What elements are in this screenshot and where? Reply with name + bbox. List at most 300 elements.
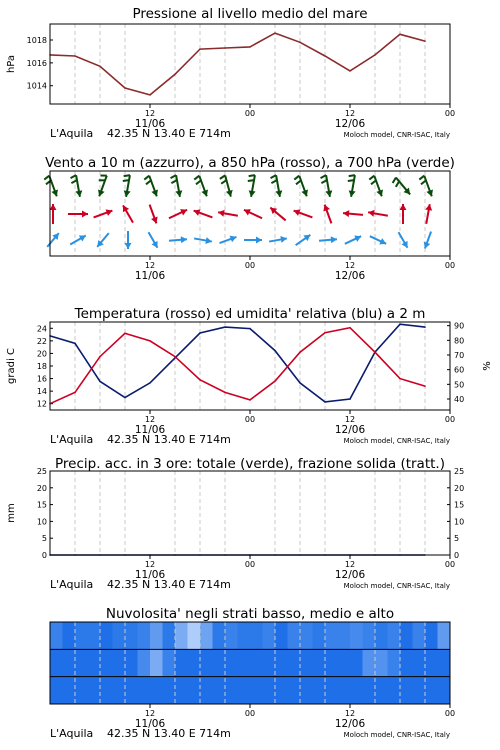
cloud-cell <box>263 649 276 676</box>
location-name: L'Aquila <box>50 127 94 140</box>
wind-1-arrow <box>194 209 213 217</box>
x-tick-label: 12 <box>344 560 356 569</box>
temperature-line-point <box>399 378 401 380</box>
cloud-cell <box>238 677 251 704</box>
cloud-cell <box>250 622 263 649</box>
cloud-cell <box>425 649 438 676</box>
y-tick-label: 40 <box>454 395 465 404</box>
wind-0-arrow-head <box>226 190 233 197</box>
humidity-line-point <box>424 326 426 328</box>
temperature-line-point <box>99 356 101 358</box>
wind-0-arrow <box>98 175 107 196</box>
cloud-cell <box>263 677 276 704</box>
cloud-cell <box>88 649 101 676</box>
y-tick-label: 90 <box>454 321 465 331</box>
cloud-cell <box>63 649 76 676</box>
wind-0-arrow-barb <box>71 175 77 178</box>
y-tick-label: 50 <box>454 380 465 390</box>
cloud-cell <box>175 677 188 704</box>
temperature-line-point <box>174 356 176 358</box>
wind-2-arrow <box>296 235 311 245</box>
y-tick-label: 0 <box>454 551 460 560</box>
wind-2-arrow <box>244 237 262 244</box>
cloud-cell <box>413 677 426 704</box>
wind-1-arrow <box>50 204 57 224</box>
wind-1-arrow-head <box>50 204 57 210</box>
cloud-cell <box>63 622 76 649</box>
date-label: 12/06 <box>334 718 366 730</box>
wind-0-arrow <box>171 175 183 197</box>
wind-1-arrow <box>270 208 285 221</box>
cloud-cell <box>188 649 201 676</box>
wind-1-arrow <box>94 209 113 217</box>
wind-2-arrow <box>345 236 361 244</box>
date-label: 12/06 <box>334 424 366 436</box>
y-tick-label: 24 <box>36 324 47 334</box>
wind-0-arrow-barb <box>294 176 299 180</box>
y-tick-label: 10 <box>36 517 47 527</box>
model-source: Moloch model, CNR-ISAC, Italy <box>343 437 450 445</box>
cloud-cell <box>175 622 188 649</box>
wind-0-arrow-barb <box>123 180 129 181</box>
cloud-cell <box>375 622 388 649</box>
temperature-line-point <box>249 399 251 401</box>
cloud-cell <box>100 649 113 676</box>
humidity-line-point <box>149 382 151 384</box>
wind-2-arrow <box>399 232 408 248</box>
pressure-line <box>50 33 425 95</box>
cloud-cell <box>113 622 126 649</box>
wind-0-arrow-barb <box>249 175 255 176</box>
x-tick-label: 12 <box>144 415 156 424</box>
cloud-cell <box>338 677 351 704</box>
cloud-cell <box>288 677 301 704</box>
cloud-cell <box>288 649 301 676</box>
x-tick-label: 00 <box>444 560 456 569</box>
pressure-line-point <box>149 94 151 96</box>
y-tick-label: 20 <box>36 483 47 493</box>
pressure-line-point <box>374 54 376 56</box>
cloud-cell <box>425 622 438 649</box>
wind-2-arrow <box>70 235 86 244</box>
y-tick-label: 20 <box>36 349 47 359</box>
wind-0-arrow-barb <box>144 176 149 180</box>
panel-wind <box>44 155 455 282</box>
cloud-cell <box>413 622 426 649</box>
panel-title: Precip. acc. in 3 ore: totale (verde), frazione solida (tratt.) <box>55 456 445 472</box>
humidity-line-point <box>74 342 76 344</box>
location-name: L'Aquila <box>50 578 94 591</box>
cloud-cell <box>75 649 88 676</box>
x-tick-label: 00 <box>244 709 256 718</box>
wind-0-arrow <box>271 175 283 197</box>
cloud-cell <box>188 622 201 649</box>
cloud-cell <box>213 622 226 649</box>
pressure-line-point <box>299 41 301 43</box>
wind-1-arrow <box>123 205 133 222</box>
cloud-cell <box>375 649 388 676</box>
y-tick-label: 0 <box>41 551 47 560</box>
y-tick-label: 25 <box>454 467 465 476</box>
wind-0-arrow-barb <box>271 175 277 178</box>
temperature-line-point <box>199 379 201 381</box>
cloud-cell <box>438 649 451 676</box>
wind-0-arrow <box>194 176 208 197</box>
wind-1-arrow-head <box>400 204 407 210</box>
x-tick-label: 00 <box>244 415 256 424</box>
panel-precip <box>6 456 464 591</box>
wind-0-arrow-barb <box>220 175 225 178</box>
cloud-cell <box>125 649 138 676</box>
wind-2-arrow <box>125 231 132 249</box>
panel-title: Vento a 10 m (azzurro), a 850 hPa (rosso), a 700 hPa (verde) <box>45 155 455 171</box>
wind-1-arrow <box>294 209 313 217</box>
cloud-cell <box>263 622 276 649</box>
temperature-line-point <box>299 351 301 353</box>
cloud-cell <box>213 649 226 676</box>
x-tick-label: 12 <box>144 109 156 118</box>
wind-0-arrow-barb <box>71 180 77 183</box>
cloud-cell <box>125 622 138 649</box>
date-label: 11/06 <box>134 270 166 282</box>
date-label: 12/06 <box>334 569 366 581</box>
cloud-cell <box>50 649 63 676</box>
wind-0-arrow <box>248 175 256 197</box>
humidity-line-point <box>199 332 201 334</box>
wind-0-arrow <box>294 176 308 197</box>
cloud-cell <box>400 649 413 676</box>
humidity-line-point <box>249 328 251 330</box>
location-coords: 42.35 N 13.40 E 714m <box>107 727 231 740</box>
wind-0-arrow-barb <box>419 176 424 180</box>
temperature-line <box>50 328 425 404</box>
x-tick-label: 12 <box>344 109 356 118</box>
wind-1-arrow-head <box>343 210 349 217</box>
wind-0-arrow-barb <box>348 180 354 181</box>
cloud-cell <box>250 649 263 676</box>
y-tick-label: 70 <box>454 351 465 360</box>
wind-1-arrow <box>150 205 158 224</box>
wind-2-arrow-head <box>331 236 337 243</box>
y-tick-label: 14 <box>36 387 47 397</box>
x-tick-label: 12 <box>144 560 156 569</box>
cloud-cell <box>225 622 238 649</box>
cloud-cell <box>88 677 101 704</box>
y-tick-label: 18 <box>36 362 47 371</box>
wind-1-arrow <box>169 209 187 218</box>
wind-2-arrow <box>194 237 212 244</box>
y-tick-label: 1018 <box>26 36 47 45</box>
cloud-cell <box>163 649 176 676</box>
panel-title: Pressione al livello medio del mare <box>132 6 368 22</box>
cloud-cell <box>138 622 151 649</box>
wind-1-arrow-head <box>82 211 88 218</box>
cloud-cell <box>100 677 113 704</box>
humidity-line <box>50 324 425 402</box>
wind-2-arrow <box>269 236 287 243</box>
temperature-line-point <box>224 392 226 394</box>
wind-2-arrow <box>220 236 237 243</box>
cloud-cell <box>200 677 213 704</box>
date-label: 11/06 <box>134 424 166 436</box>
wind-1-arrow <box>218 210 238 217</box>
wind-1-arrow <box>368 210 388 217</box>
wind-1-arrow <box>244 209 262 218</box>
wind-0-arrow-barb <box>296 180 301 184</box>
cloud-cell <box>213 677 226 704</box>
pressure-line-point <box>99 65 101 67</box>
wind-0-arrow-barb <box>396 181 399 186</box>
x-tick-label: 12 <box>344 415 356 424</box>
y-tick-label: 5 <box>454 534 460 544</box>
wind-2-arrow-head <box>181 236 187 243</box>
temperature-line-point <box>124 333 126 335</box>
date-label: 11/06 <box>134 118 166 130</box>
cloud-cell <box>75 677 88 704</box>
panel-temp <box>6 306 493 446</box>
cloud-cell <box>150 649 163 676</box>
x-tick-label: 00 <box>444 709 456 718</box>
wind-1-arrow <box>400 204 407 224</box>
cloud-cell <box>50 622 63 649</box>
wind-0-arrow-barb <box>349 175 355 176</box>
cloud-cell <box>238 622 251 649</box>
cloud-cell <box>163 622 176 649</box>
wind-2-arrow <box>149 232 158 248</box>
cloud-cell <box>63 677 76 704</box>
humidity-line-point <box>299 382 301 384</box>
x-tick-label: 12 <box>144 709 156 718</box>
wind-0-arrow-barb <box>171 175 177 178</box>
date-label: 12/06 <box>334 118 366 130</box>
cloud-cell <box>375 677 388 704</box>
cloud-cell <box>325 649 338 676</box>
cloud-cell <box>400 622 413 649</box>
humidity-line-point <box>224 326 226 328</box>
wind-1-arrow <box>425 204 432 224</box>
cloud-cell <box>438 622 451 649</box>
x-tick-label: 12 <box>344 261 356 270</box>
wind-1-arrow <box>343 210 363 217</box>
wind-0-arrow-barb <box>421 180 426 184</box>
cloud-cell <box>350 677 363 704</box>
cloud-cell <box>300 649 313 676</box>
panel-cloud <box>50 606 455 740</box>
wind-0-arrow <box>71 175 83 197</box>
cloud-cell <box>300 677 313 704</box>
humidity-line-point <box>324 401 326 403</box>
wind-2-arrow <box>47 233 59 247</box>
wind-0-arrow <box>123 175 131 197</box>
pressure-line-point <box>349 70 351 72</box>
wind-0-arrow-barb <box>371 180 376 184</box>
y-axis-label-left: gradi C <box>6 348 17 384</box>
wind-0-arrow <box>321 175 333 197</box>
wind-2-arrow <box>319 236 337 243</box>
wind-0-arrow-barb <box>171 180 177 183</box>
date-label: 11/06 <box>134 569 166 581</box>
wind-0-arrow-barb <box>271 180 277 183</box>
cloud-cell <box>325 622 338 649</box>
wind-2-arrow <box>169 236 187 243</box>
wind-0-arrow-barb <box>124 175 130 176</box>
cloud-cell <box>288 622 301 649</box>
cloud-cell <box>313 649 326 676</box>
temperature-line-point <box>424 385 426 387</box>
wind-0-arrow-barb <box>196 180 201 184</box>
y-tick-label: 60 <box>454 365 465 375</box>
x-tick-label: 00 <box>444 109 456 118</box>
cloud-cell <box>200 622 213 649</box>
pressure-line-point <box>324 55 326 57</box>
cloud-cell <box>138 649 151 676</box>
cloud-cell <box>238 649 251 676</box>
cloud-cell <box>363 622 376 649</box>
cloud-cell <box>388 622 401 649</box>
date-label: 11/06 <box>134 718 166 730</box>
humidity-line-point <box>99 381 101 383</box>
y-tick-label: 12 <box>36 399 47 409</box>
cloud-cell <box>188 677 201 704</box>
cloud-cell <box>388 677 401 704</box>
y-tick-label: 1016 <box>26 58 47 68</box>
cloud-cell <box>438 677 451 704</box>
cloud-cell <box>50 677 63 704</box>
pressure-line-point <box>249 46 251 48</box>
humidity-line-point <box>399 323 401 325</box>
location-name: L'Aquila <box>50 727 94 740</box>
wind-0-arrow <box>369 176 383 197</box>
location-coords: 42.35 N 13.40 E 714m <box>107 127 231 140</box>
wind-0-arrow-barb <box>321 180 327 183</box>
wind-2-arrow-head <box>125 243 132 249</box>
x-tick-label: 12 <box>344 709 356 718</box>
pressure-line-point <box>274 32 276 34</box>
model-source: Moloch model, CNR-ISAC, Italy <box>343 731 450 739</box>
wind-2-arrow <box>370 236 386 244</box>
cloud-cell <box>300 622 313 649</box>
temperature-line-point <box>349 327 351 329</box>
wind-0-arrow <box>393 178 410 195</box>
location-coords: 42.35 N 13.40 E 714m <box>107 433 231 446</box>
location-name: L'Aquila <box>50 433 94 446</box>
panel-frame <box>50 471 450 555</box>
y-tick-label: 22 <box>36 336 47 346</box>
cloud-cell <box>88 622 101 649</box>
model-source: Moloch model, CNR-ISAC, Italy <box>343 582 450 590</box>
temperature-line-point <box>74 392 76 394</box>
y-axis-label-right: % <box>482 361 493 371</box>
pressure-line-point <box>74 55 76 57</box>
wind-0-arrow <box>44 176 58 197</box>
temperature-line-point <box>274 380 276 382</box>
model-source: Moloch model, CNR-ISAC, Italy <box>343 131 450 139</box>
wind-0-arrow-barb <box>321 175 327 178</box>
humidity-line-point <box>349 398 351 400</box>
cloud-cell <box>275 649 288 676</box>
cloud-cell <box>350 649 363 676</box>
y-tick-label: 10 <box>454 517 465 527</box>
cloud-cell <box>363 677 376 704</box>
wind-1-arrow <box>68 211 88 218</box>
wind-0-arrow-barb <box>393 178 396 183</box>
y-tick-label: 80 <box>454 336 465 346</box>
cloud-cell <box>113 649 126 676</box>
cloud-cell <box>138 677 151 704</box>
panel-pressure <box>6 6 455 140</box>
cloud-cell <box>250 677 263 704</box>
cloud-cell <box>325 677 338 704</box>
wind-0-arrow <box>419 176 433 197</box>
cloud-cell <box>400 677 413 704</box>
cloud-cell <box>225 677 238 704</box>
cloud-cell <box>388 649 401 676</box>
cloud-cell <box>363 649 376 676</box>
pressure-line-point <box>399 33 401 35</box>
x-tick-label: 00 <box>244 560 256 569</box>
pressure-line-point <box>224 47 226 49</box>
cloud-cell <box>150 677 163 704</box>
pressure-line-point <box>174 73 176 75</box>
y-tick-label: 16 <box>36 374 47 384</box>
y-tick-label: 15 <box>36 500 47 510</box>
pressure-line-point <box>124 87 126 89</box>
temperature-line-point <box>149 340 151 342</box>
x-tick-label: 00 <box>244 261 256 270</box>
y-tick-label: 15 <box>454 500 465 510</box>
cloud-cell <box>175 649 188 676</box>
y-tick-label: 25 <box>36 467 47 476</box>
x-tick-label: 00 <box>244 109 256 118</box>
y-axis-label: hPa <box>6 54 17 74</box>
wind-0-arrow <box>144 176 158 197</box>
cloud-cell <box>338 622 351 649</box>
temperature-line-point <box>324 332 326 334</box>
cloud-cell <box>413 649 426 676</box>
cloud-cell <box>313 677 326 704</box>
cloud-cell <box>275 622 288 649</box>
y-tick-label: 20 <box>454 483 465 493</box>
date-label: 12/06 <box>334 270 366 282</box>
location-coords: 42.35 N 13.40 E 714m <box>107 578 231 591</box>
cloud-cell <box>350 622 363 649</box>
x-tick-label: 00 <box>444 415 456 424</box>
x-tick-label: 12 <box>144 261 156 270</box>
wind-0-arrow-barb <box>194 176 199 180</box>
cloud-cell <box>100 622 113 649</box>
cloud-cell <box>225 649 238 676</box>
x-tick-label: 00 <box>444 261 456 270</box>
cloud-cell <box>125 677 138 704</box>
panel-title: Nuvolosita' negli strati basso, medio e alto <box>105 606 395 622</box>
humidity-line-point <box>124 397 126 399</box>
wind-2-arrow <box>97 233 109 247</box>
wind-0-arrow-barb <box>221 180 226 183</box>
cloud-cell <box>275 677 288 704</box>
wind-0-arrow-barb <box>369 176 374 180</box>
cloud-cell <box>75 622 88 649</box>
cloud-cell <box>113 677 126 704</box>
cloud-cell <box>313 622 326 649</box>
cloud-cell <box>163 677 176 704</box>
wind-2-arrow-head <box>256 237 262 244</box>
humidity-line-point <box>274 350 276 352</box>
wind-0-arrow-barb <box>146 180 151 184</box>
wind-0-arrow-barb <box>248 180 254 181</box>
cloud-cell <box>338 649 351 676</box>
panel-frame <box>50 24 450 104</box>
cloud-cell <box>425 677 438 704</box>
